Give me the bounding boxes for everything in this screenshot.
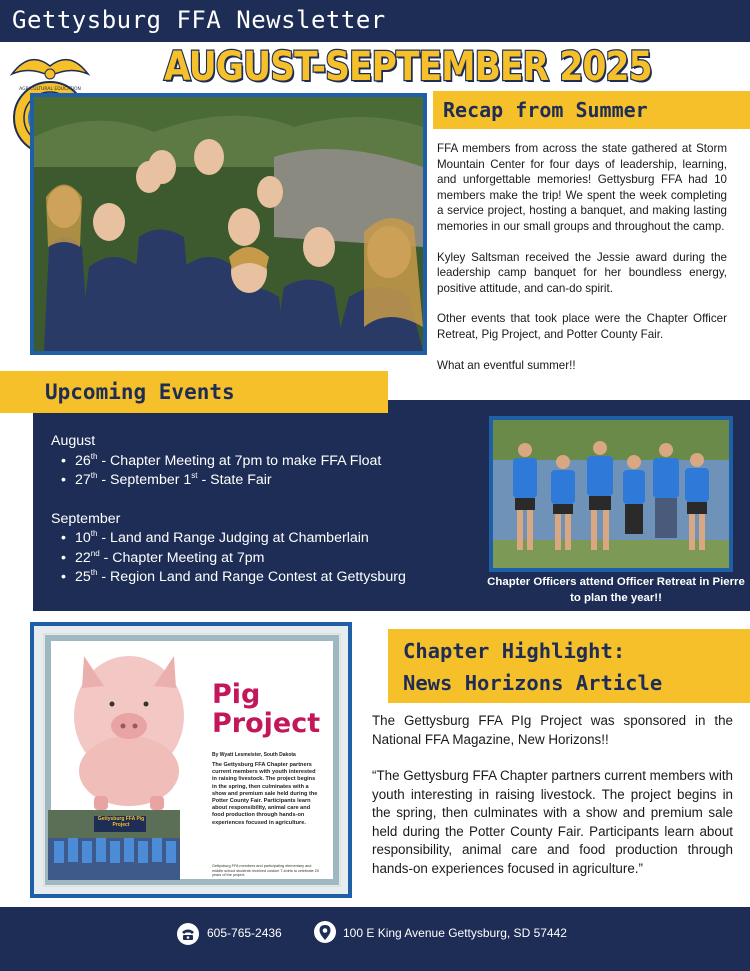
camp-group-photo <box>30 93 427 355</box>
footer-phone[interactable]: 605-765-2436 <box>207 926 282 940</box>
highlight-heading-box <box>388 629 750 703</box>
footer <box>0 907 750 971</box>
magazine-byline: By Wyatt Lesmeister, South Dakota <box>212 752 296 758</box>
date-range-title <box>164 42 750 90</box>
magazine-title: Pig <box>212 679 261 710</box>
recap-heading: Recap from Summer <box>443 98 648 122</box>
officer-photo-caption: Chapter Officers attend Officer Retreat in Pierre to plan the year!! <box>487 576 745 604</box>
recap-paragraph: Other events that took place were the Chapter Officer Retreat, Pig Project, and Potter County Fair. <box>437 312 727 341</box>
events-heading-box <box>0 371 388 413</box>
recap-paragraph: FFA members from across the state gathered at Storm Mountain Center for four days of leadership, learning, and unforgettable memories! Gettysburg FFA had 10 members make the trip! We spent the week completing a service project, hosting a banquet, and making lasting memories in our small groups and throughout the camp. <box>437 142 727 233</box>
event-item: • 25th - Region Land and Range Contest at Gettysburg <box>61 568 471 588</box>
date-range-text: AUGUST-SEPTEMBER 2025 <box>164 44 652 90</box>
officer-retreat-photo <box>489 416 733 572</box>
highlight-heading: Chapter Highlight: <box>403 639 626 663</box>
highlight-heading: News Horizons Article <box>403 671 663 695</box>
event-item: • 22nd - Chapter Meeting at 7pm <box>61 549 471 569</box>
magazine-footnote: Gettysburg FFA members and participating elementary and middle school students received custom T-shirts to celebrate 20 years of the project. <box>212 864 319 878</box>
event-item: • 10th - Land and Range Judging at Chamberlain <box>61 529 471 549</box>
month-label: August <box>51 433 96 449</box>
recap-paragraph: Kyley Saltsman received the Jessie award during the leadership camp banquet for her boundless energy, positive attitude, and can-do spirit. <box>437 250 727 295</box>
events-heading: Upcoming Events <box>45 380 235 404</box>
highlight-paragraph: “The Gettysburg FFA Chapter partners current members with youth interesting in raising livestock. The project begins in the spring, then culminates with a show and premium sale held during the Potter County Fair. Participants learn about responsibility, animal care and food production through hands-on experiences focused in agriculture.” <box>372 768 733 876</box>
events-list <box>51 432 471 588</box>
magazine-title: Project <box>212 708 321 739</box>
highlight-text <box>372 712 733 893</box>
magazine-banner: Gettysburg FFA Pig Project <box>97 816 145 828</box>
header-bar <box>0 0 750 42</box>
footer-address[interactable]: 100 E King Avenue Gettysburg, SD 57442 <box>343 926 567 940</box>
emblem-ring-text: AGRICULTURAL EDUCATION <box>19 87 81 92</box>
recap-text <box>437 141 727 388</box>
phone-icon <box>177 923 199 945</box>
newsletter-title: Gettysburg FFA Newsletter <box>12 6 386 34</box>
event-item: • 26th - Chapter Meeting at 7pm to make FFA Float <box>61 452 471 472</box>
location-pin-icon <box>314 921 336 945</box>
event-item: • 27th - September 1st - State Fair <box>61 471 471 491</box>
magazine-body: The Gettysburg FFA Chapter partners current members with youth interested in raising livestock. The project begins in the spring, then culminates with a show and premium sale held during the Potter County Fair. Participants learn about responsibility, animal care and food production through hands-on experiences focused in agriculture. <box>212 762 318 826</box>
recap-heading-box <box>433 91 750 129</box>
magazine-article-photo <box>30 622 352 898</box>
month-label: September <box>51 510 121 527</box>
highlight-paragraph: The Gettysburg FFA PIg Project was sponsored in the National FFA Magazine, New Horizons!! <box>372 713 733 747</box>
recap-paragraph: What an eventful summer!! <box>437 358 576 372</box>
